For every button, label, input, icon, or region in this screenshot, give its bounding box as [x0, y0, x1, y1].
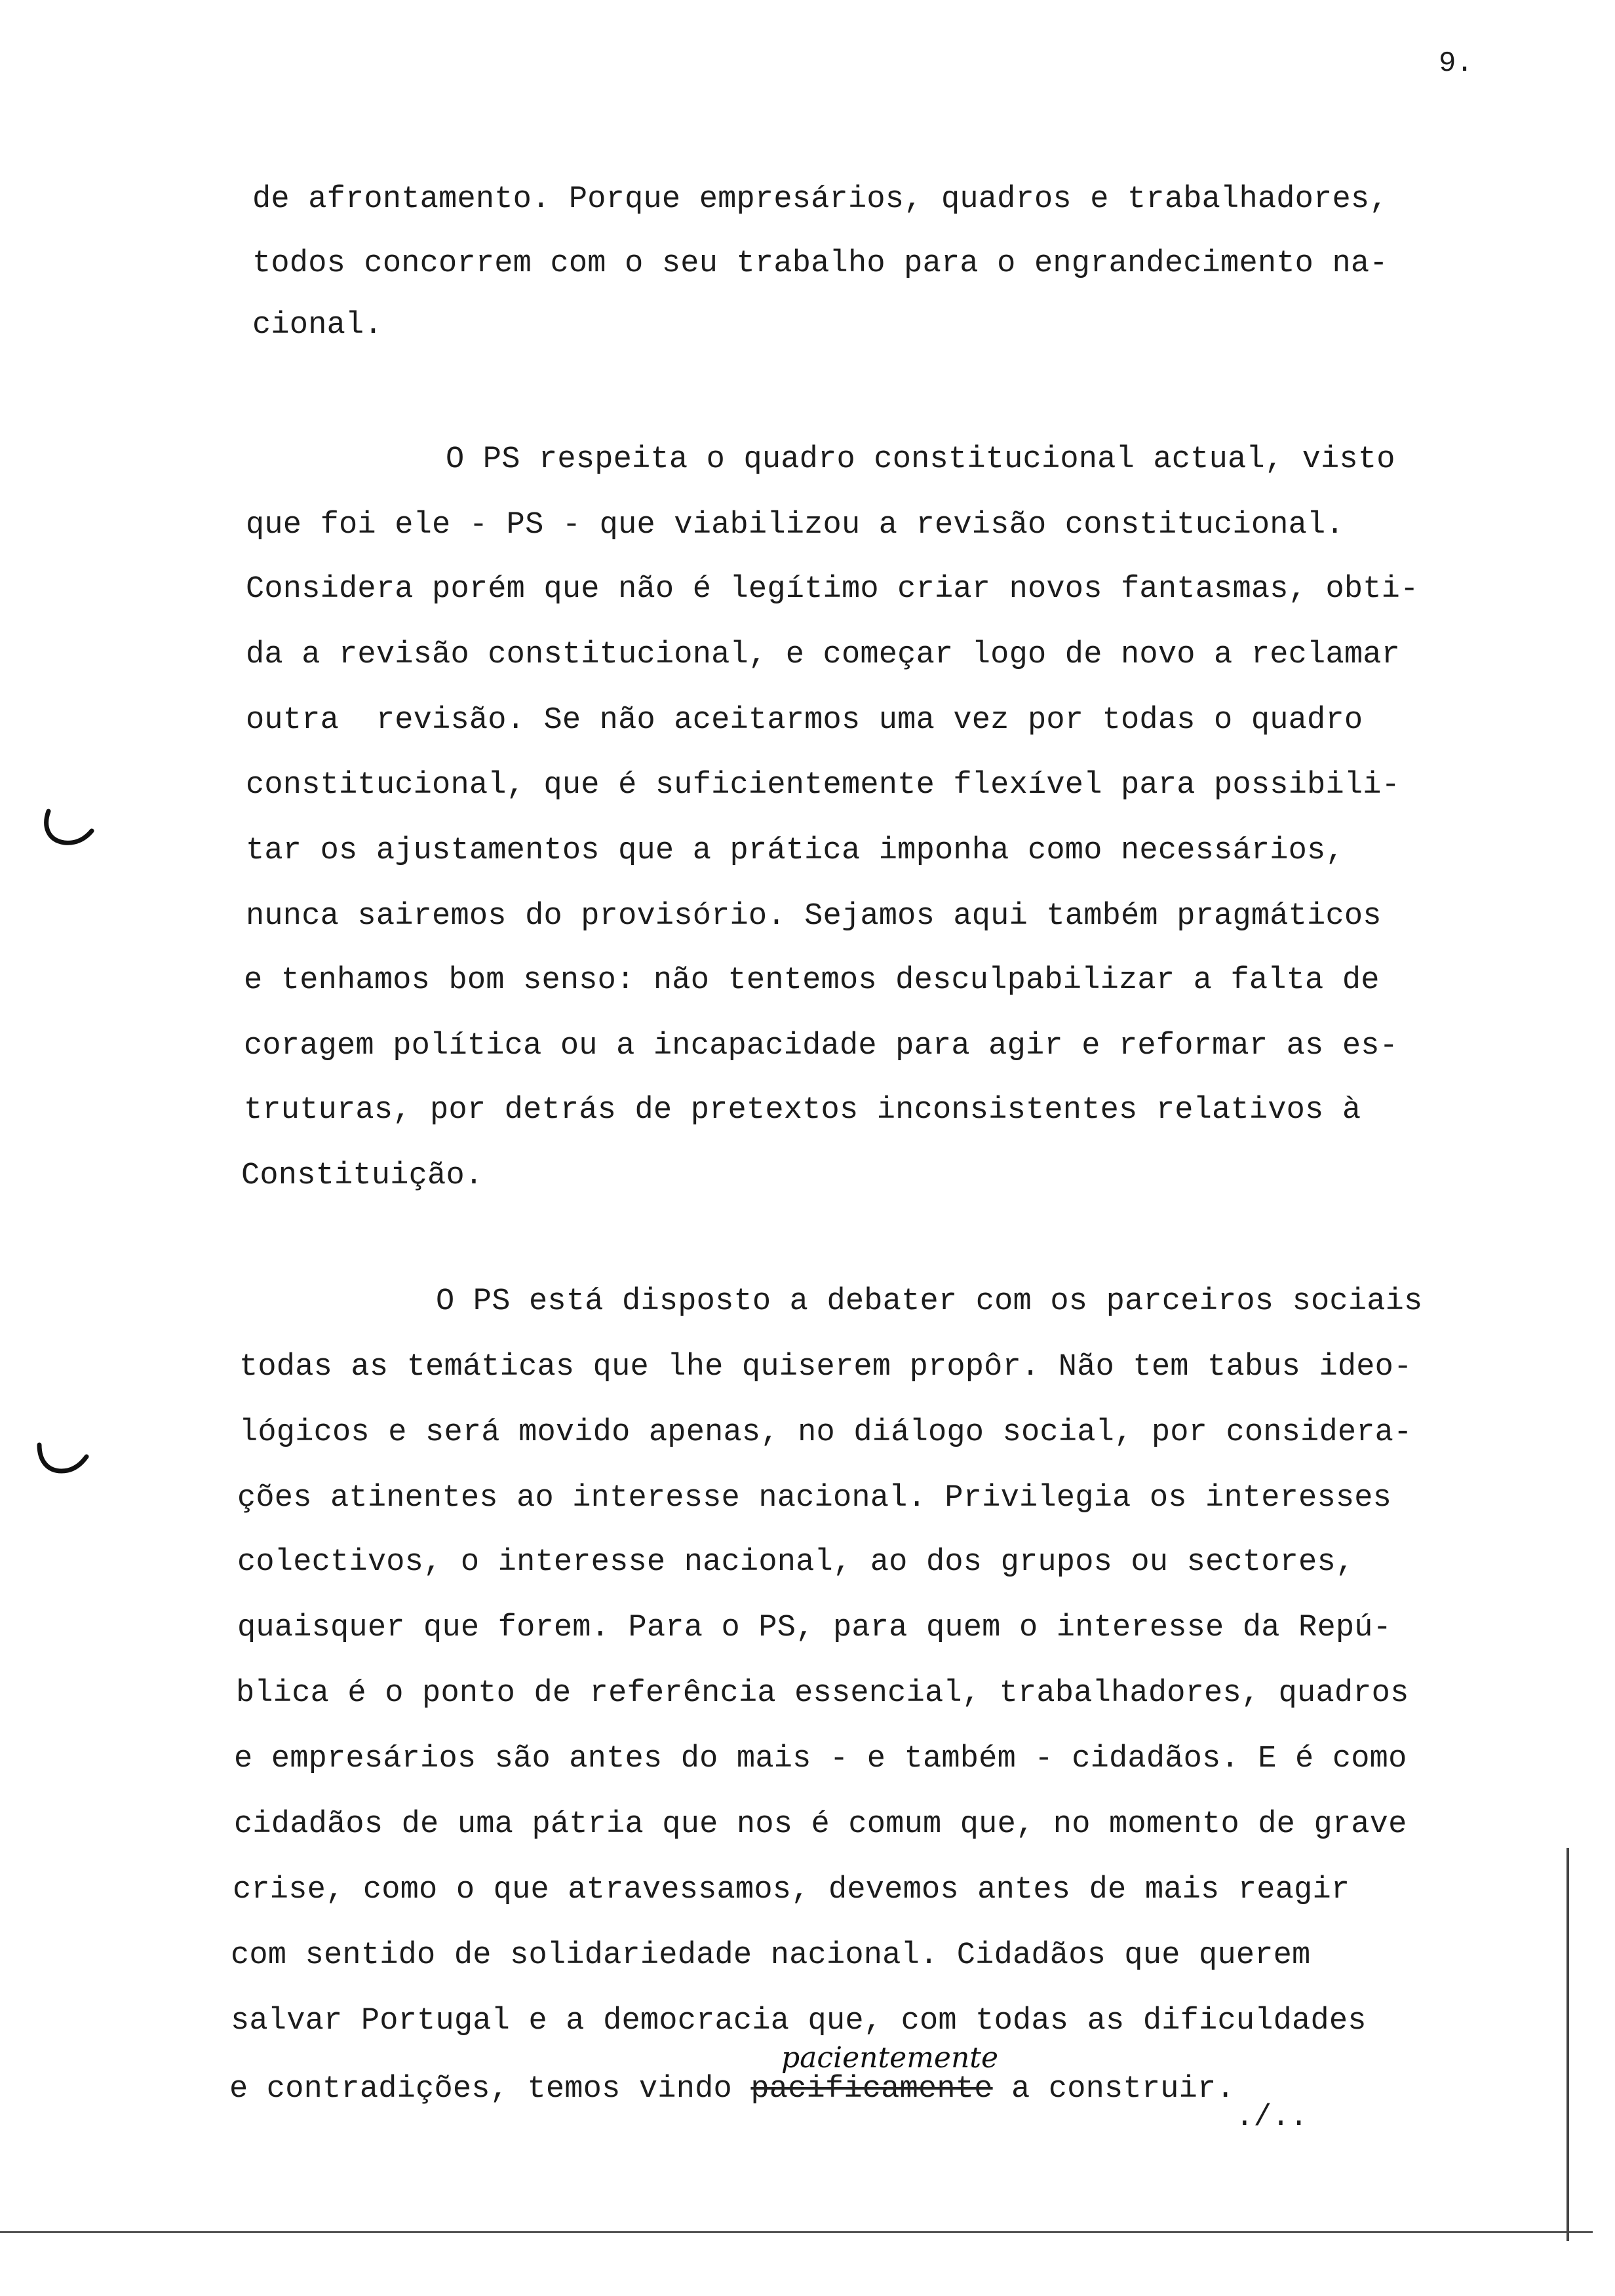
- paragraph-2-line-5: outra revisão. Se não aceitarmos uma vez por todas o quadro: [246, 703, 1363, 738]
- handwritten-correction: pacientemente: [781, 2041, 999, 2075]
- last-line-start: e contradições, temos vindo: [229, 2072, 751, 2107]
- paragraph-2-line-9: e tenhamos bom senso: não tentemos desculpabilizar a falta de: [244, 963, 1380, 998]
- paragraph-2-line-1: O PS respeita o quadro constitucional actual, visto: [446, 442, 1395, 477]
- paragraph-1-line-3: cional.: [252, 308, 383, 343]
- paragraph-2-line-6: constitucional, que é suficientemente flexível para possibili-: [246, 768, 1401, 803]
- paragraph-1-line-1: de afrontamento. Porque empresários, quadros e trabalhadores,: [252, 182, 1388, 217]
- paragraph-3-line-10: crise, como o que atravessamos, devemos antes de mais reagir: [233, 1873, 1350, 1907]
- paragraph-2-line-8: nunca sairemos do provisório. Sejamos aqui também pragmáticos: [246, 899, 1382, 934]
- page-number: 9.: [1439, 47, 1473, 80]
- paragraph-3-line-5: colectivos, o interesse nacional, ao dos grupos ou sectores,: [237, 1545, 1355, 1580]
- continuation-mark: ./..: [1236, 2100, 1308, 2134]
- paragraph-3-line-3: lógicos e será movido apenas, no diálogo social, por considera-: [239, 1415, 1412, 1450]
- margin-check-mark-2: [33, 1438, 92, 1484]
- last-line-end: a construir.: [992, 2072, 1235, 2107]
- paragraph-3-line-7: blica é o ponto de referência essencial, trabalhadores, quadros: [236, 1676, 1409, 1711]
- paragraph-3-line-12: salvar Portugal e a democracia que, com todas as dificuldades: [231, 2004, 1367, 2038]
- struck-word: pacificamente: [750, 2072, 993, 2107]
- paragraph-2-line-11: truturas, por detrás de pretextos inconsistentes relativos à: [244, 1093, 1361, 1128]
- paragraph-3-line-1: O PS está disposto a debater com os parceiros sociais: [436, 1284, 1423, 1319]
- paragraph-2-line-3: Considera porém que não é legítimo criar novos fantasmas, obti-: [246, 572, 1419, 607]
- paragraph-2-line-7: tar os ajustamentos que a prática imponha como necessários,: [246, 833, 1344, 868]
- paragraph-2-line-12: Constituição.: [241, 1158, 484, 1193]
- paragraph-2-line-10: coragem política ou a incapacidade para agir e reformar as es-: [244, 1029, 1399, 1063]
- page-edge-line: [1566, 1848, 1569, 2241]
- margin-check-mark-1: [39, 806, 98, 852]
- paragraph-3-line-9: cidadãos de uma pátria que nos é comum que, no momento de grave: [234, 1807, 1407, 1842]
- bottom-rule: [0, 2231, 1593, 2233]
- paragraph-2-line-2: que foi ele - PS - que viabilizou a revisão constitucional.: [246, 508, 1344, 543]
- paragraph-3-line-4: ções atinentes ao interesse nacional. Privilegia os interesses: [237, 1481, 1392, 1516]
- paragraph-3-line-8: e empresários são antes do mais - e também - cidadãos. E é como: [234, 1742, 1407, 1776]
- paragraph-3-line-6: quaisquer que forem. Para o PS, para quem o interesse da Repú-: [237, 1611, 1392, 1645]
- paragraph-2-line-4: da a revisão constitucional, e começar logo de novo a reclamar: [246, 638, 1401, 672]
- paragraph-3-line-13: [229, 2072, 1235, 2107]
- paragraph-3-line-11: com sentido de solidariedade nacional. Cidadãos que querem: [231, 1938, 1311, 1973]
- paragraph-3-line-2: todas as temáticas que lhe quiserem propôr. Não tem tabus ideo-: [239, 1350, 1412, 1385]
- paragraph-1-line-2: todos concorrem com o seu trabalho para o engrandecimento na-: [252, 246, 1388, 281]
